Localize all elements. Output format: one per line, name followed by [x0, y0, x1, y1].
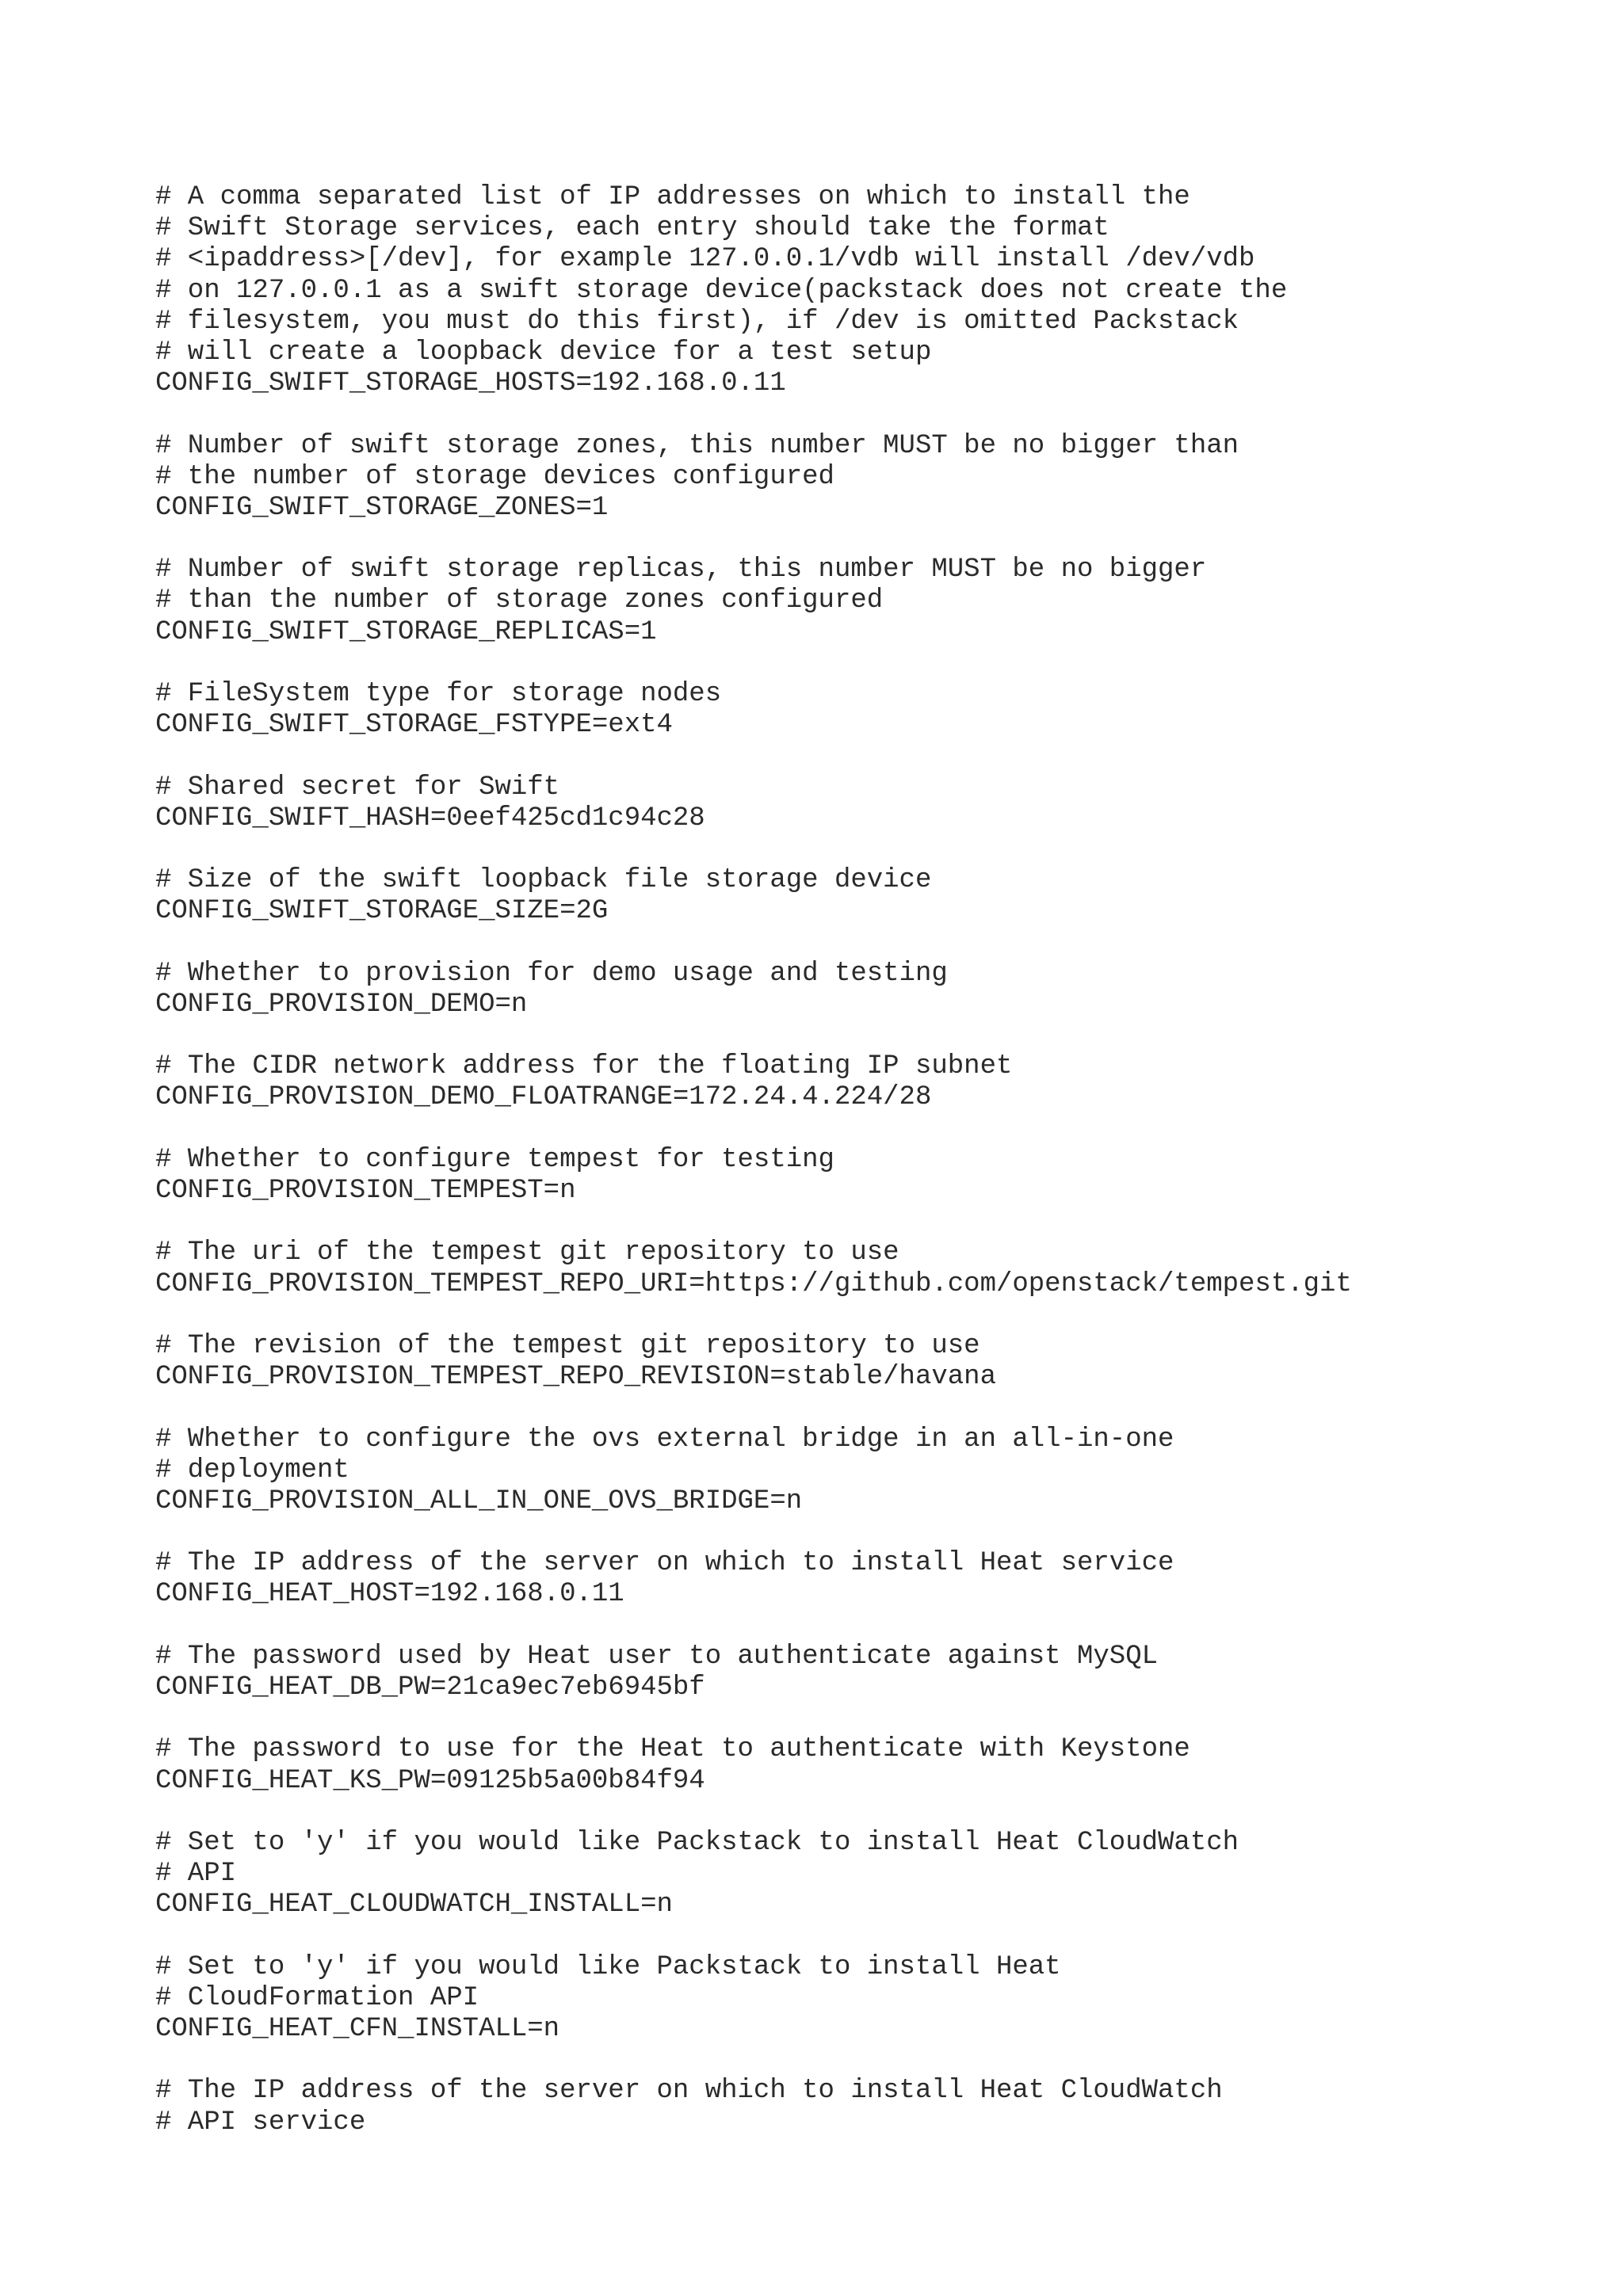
setting-line: CONFIG_PROVISION_ALL_IN_ONE_OVS_BRIDGE=n	[155, 1486, 803, 1516]
config-section	[155, 1828, 1582, 1921]
comment-line: # The password used by Heat user to authenticate against MySQL	[155, 1641, 1159, 1672]
blank-line	[155, 1114, 1582, 1145]
blank-line	[155, 1797, 1582, 1828]
blank-line	[155, 1921, 1582, 1952]
setting-line: CONFIG_HEAT_DB_PW=21ca9ec7eb6945bf	[155, 1672, 705, 1703]
comment-line: # Whether to provision for demo usage and testing	[155, 958, 948, 989]
comment-line: # Number of swift storage zones, this number MUST be no bigger than	[155, 430, 1239, 461]
blank-line	[155, 928, 1582, 959]
config-section	[155, 431, 1582, 524]
comment-line: # <ipaddress>[/dev], for example 127.0.0.1/vdb will install /dev/vdb	[155, 244, 1255, 275]
blank-line	[155, 1207, 1582, 1238]
setting-line: CONFIG_SWIFT_STORAGE_SIZE=2G	[155, 896, 609, 927]
comment-line: # A comma separated list of IP addresses on which to install the	[155, 182, 1190, 212]
blank-line	[155, 399, 1582, 430]
setting-line: CONFIG_PROVISION_TEMPEST_REPO_URI=https://github.com/openstack/tempest.git	[155, 1268, 1352, 1299]
blank-line	[155, 834, 1582, 865]
blank-line	[155, 741, 1582, 772]
blank-line	[155, 524, 1582, 555]
setting-line: CONFIG_HEAT_KS_PW=09125b5a00b84f94	[155, 1765, 705, 1796]
config-section	[155, 679, 1582, 741]
comment-line: # the number of storage devices configured	[155, 461, 834, 492]
comment-line: # Whether to configure the ovs external bridge in an all-in-one	[155, 1424, 1174, 1455]
config-section	[155, 1548, 1582, 1610]
comment-line: # API	[155, 1859, 237, 1890]
config-section	[155, 772, 1582, 834]
comment-line: # The revision of the tempest git repository to use	[155, 1330, 980, 1361]
comment-line: # The IP address of the server on which to install Heat service	[155, 1548, 1174, 1579]
config-file-text	[155, 182, 1582, 2138]
config-section	[155, 1238, 1582, 1299]
setting-line: CONFIG_SWIFT_STORAGE_FSTYPE=ext4	[155, 710, 673, 741]
comment-line: # API service	[155, 2107, 366, 2138]
setting-line: CONFIG_SWIFT_STORAGE_HOSTS=192.168.0.11	[155, 368, 786, 399]
blank-line	[155, 1517, 1582, 1548]
setting-line: CONFIG_HEAT_CFN_INSTALL=n	[155, 2014, 560, 2045]
config-section	[155, 959, 1582, 1020]
config-section	[155, 1425, 1582, 1518]
setting-line: CONFIG_SWIFT_STORAGE_REPLICAS=1	[155, 616, 657, 647]
config-section	[155, 2076, 1582, 2138]
config-section	[155, 1331, 1582, 1393]
blank-line	[155, 1300, 1582, 1331]
setting-line: CONFIG_HEAT_HOST=192.168.0.11	[155, 1579, 624, 1610]
config-section	[155, 1952, 1582, 2046]
comment-line: # CloudFormation API	[155, 1982, 479, 2013]
comment-line: # FileSystem type for storage nodes	[155, 679, 722, 709]
setting-line: CONFIG_PROVISION_TEMPEST_REPO_REVISION=stable/havana	[155, 1362, 996, 1393]
comment-line: # Swift Storage services, each entry should take the format	[155, 213, 1109, 244]
comment-line: # Size of the swift loopback file storage device	[155, 865, 932, 896]
blank-line	[155, 648, 1582, 679]
config-section	[155, 1051, 1582, 1113]
comment-line: # Set to 'y' if you would like Packstack to install Heat	[155, 1951, 1061, 1982]
config-section	[155, 865, 1582, 927]
blank-line	[155, 2045, 1582, 2076]
comment-line: # filesystem, you must do this first), if /dev is omitted Packstack	[155, 306, 1239, 337]
setting-line: CONFIG_HEAT_CLOUDWATCH_INSTALL=n	[155, 1890, 673, 1920]
comment-line: # The uri of the tempest git repository to use	[155, 1238, 899, 1268]
comment-line: # than the number of storage zones configured	[155, 585, 884, 616]
comment-line: # The password to use for the Heat to authenticate with Keystone	[155, 1734, 1190, 1765]
comment-line: # will create a loopback device for a test setup	[155, 337, 932, 368]
comment-line: # on 127.0.0.1 as a swift storage device(packstack does not create the	[155, 275, 1288, 306]
comment-line: # The IP address of the server on which to install Heat CloudWatch	[155, 2076, 1223, 2107]
comment-line: # deployment	[155, 1455, 349, 1486]
blank-line	[155, 1703, 1582, 1734]
config-section	[155, 182, 1582, 399]
blank-line	[155, 1393, 1582, 1424]
blank-line	[155, 1020, 1582, 1051]
setting-line: CONFIG_PROVISION_DEMO=n	[155, 989, 528, 1020]
config-section	[155, 1734, 1582, 1796]
config-section	[155, 1642, 1582, 1703]
config-section	[155, 555, 1582, 648]
comment-line: # Whether to configure tempest for testing	[155, 1144, 834, 1175]
comment-line: # Shared secret for Swift	[155, 772, 560, 803]
comment-line: # Number of swift storage replicas, this number MUST be no bigger	[155, 555, 1207, 585]
setting-line: CONFIG_SWIFT_STORAGE_ZONES=1	[155, 492, 609, 523]
comment-line: # Set to 'y' if you would like Packstack to install Heat CloudWatch	[155, 1827, 1239, 1858]
config-section	[155, 1145, 1582, 1207]
setting-line: CONFIG_SWIFT_HASH=0eef425cd1c94c28	[155, 803, 705, 833]
setting-line: CONFIG_PROVISION_DEMO_FLOATRANGE=172.24.4.224/28	[155, 1082, 932, 1113]
comment-line: # The CIDR network address for the floating IP subnet	[155, 1051, 1013, 1082]
setting-line: CONFIG_PROVISION_TEMPEST=n	[155, 1176, 576, 1206]
blank-line	[155, 1611, 1582, 1642]
